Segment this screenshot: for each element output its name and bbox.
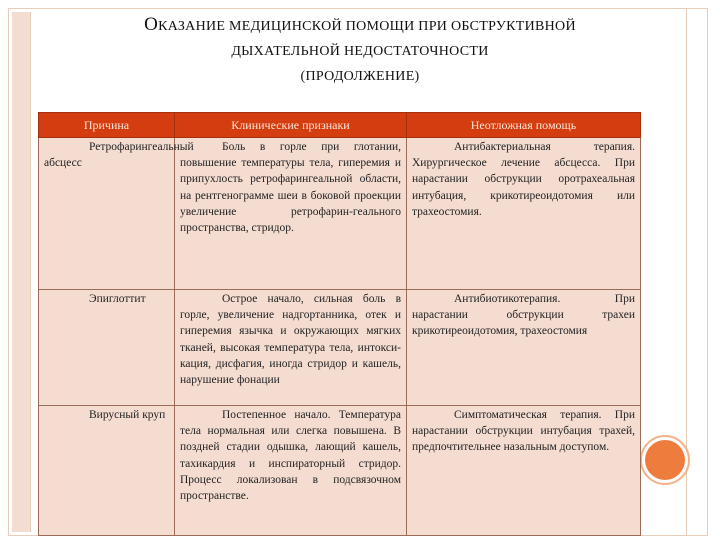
header-signs: Клинические признаки bbox=[175, 113, 407, 138]
cell-signs: Острое начало, сильная боль в горле, увеличение надгортанника, отек и гиперемия язычка и окружающих мягких тканей, высокая температура тела, интокси-кация, дисфагия, иногда стридор и кашель, нарушение фонации bbox=[175, 290, 407, 406]
cell-help: Симптоматическая терапия. При нарастании обструкции интубация трахей, предпочтительнее назальным доступом. bbox=[407, 406, 641, 536]
title-line-3: (ПРОДОЛЖЕНИЕ) bbox=[300, 69, 420, 84]
cell-cause: Ретрофарингеальный абсцесс bbox=[39, 138, 175, 290]
title-line-1 bbox=[60, 12, 660, 39]
cell-signs: Постепенное начало. Температура тела нормальная или слегка повышена. В поздней стадии одышка, лающий кашель, тахикардия и инспираторный стридор. Процесс локализован в подсвязочном пространстве. bbox=[175, 406, 407, 536]
table-row bbox=[39, 138, 641, 290]
slide-left-bar bbox=[12, 12, 31, 532]
title-line-2: ДЫХАТЕЛЬНОЙ НЕДОСТАТОЧНОСТИ bbox=[231, 44, 489, 59]
header-cause: Причина bbox=[39, 113, 175, 138]
cell-cause: Вирусный круп bbox=[39, 406, 175, 536]
slide-title bbox=[60, 12, 660, 89]
decorative-orb bbox=[645, 440, 685, 480]
header-help: Неотложная помощь bbox=[407, 113, 641, 138]
cell-signs: Боль в горле при глотании, повышение температуры тела, гиперемия и припухлость ретрофарингеальной области, на рентгенограмме шеи в боковой проекции увеличение ретрофарин-геального пространства, стридор. bbox=[175, 138, 407, 290]
cell-help: Антибактериальная терапия. Хирургическое лечение абсцесса. При нарастании обструкции оротрахеальная интубация, крикотиреоидотомия или трахеостомия. bbox=[407, 138, 641, 290]
cell-cause: Эпиглоттит bbox=[39, 290, 175, 406]
title-initial: О bbox=[144, 14, 159, 35]
care-table bbox=[38, 112, 641, 536]
table-row bbox=[39, 290, 641, 406]
table-row bbox=[39, 406, 641, 536]
cell-help: Антибиотикотерапия. При нарастании обструкции трахеи крикотиреоидотомия, трахеостомия bbox=[407, 290, 641, 406]
table-header-row bbox=[39, 113, 641, 138]
title-line-1-text: КАЗАНИЕ МЕДИЦИНСКОЙ ПОМОЩИ ПРИ ОБСТРУКТИВНОЙ bbox=[158, 19, 576, 34]
